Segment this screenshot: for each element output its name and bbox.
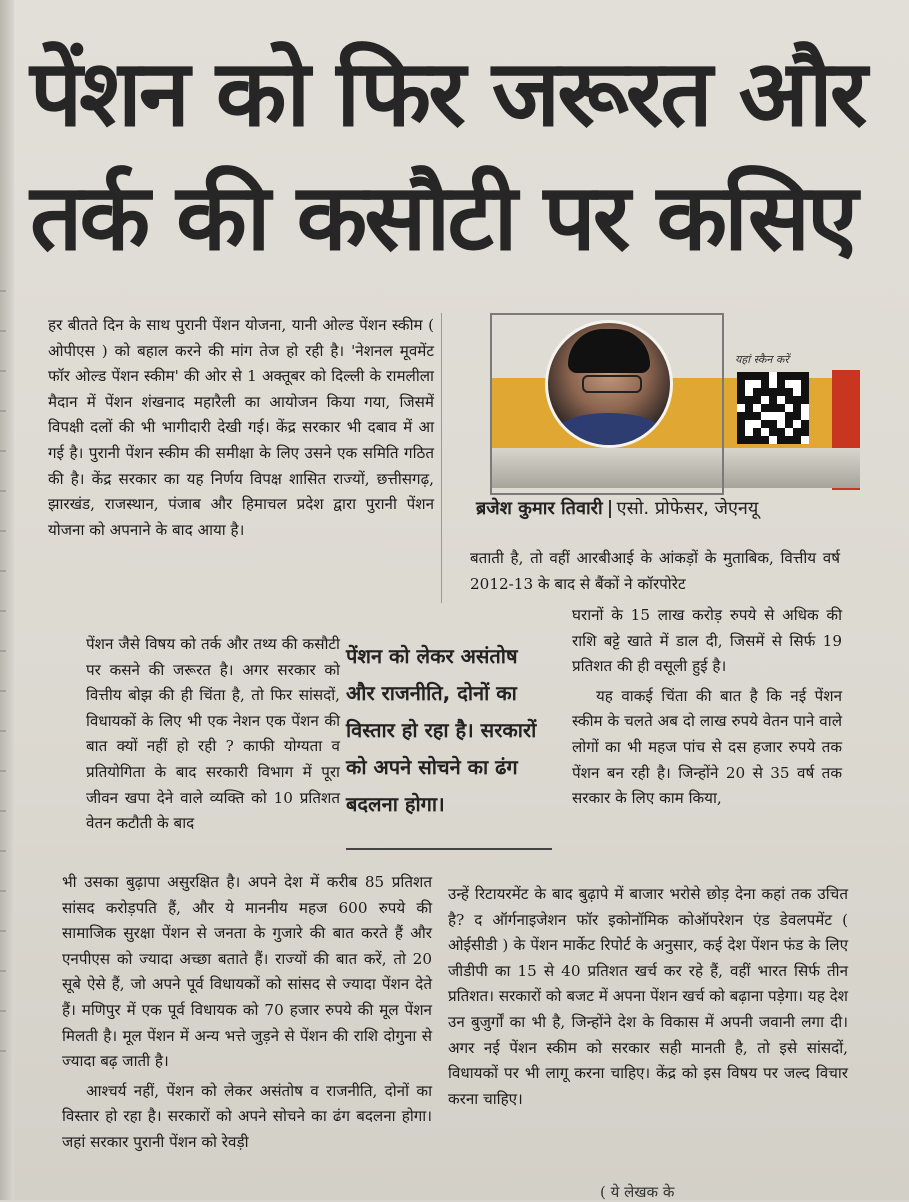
qr-module — [777, 372, 785, 380]
qr-module — [753, 436, 761, 444]
qr-module — [753, 380, 761, 388]
qr-module — [745, 412, 753, 420]
paragraph-oecd: उन्हें रिटायरमेंट के बाद बुढ़ापे में बाजार भरोसे छोड़ देना कहां तक उचित है? द ऑर्गनाइजेशन फॉर इकोनॉमिक कोऑपरेशन एंड डेवलपमेंट ( ओईसीडी ) के पेंशन मार्केट रिपोर्ट के अनुसार, कई देश पेंशन फंड के लिए जीडीपी का 15 से 40 प्रतिशत खर्च कर रहे हैं, वहीं भारत सिर्फ तीन प्रतिशत। सरकारों को बजट में अपना पेंशन खर्च को बढ़ाना पड़ेगा। यह देश उन बुजुर्गों का भी है, जिन्होंने देश के विकास में अपनी जवानी लगा दी। अगर नई पेंशन स्कीम को सरकार सही मानती है, तो इसे सांसदों, विधायकों पर भी लागू करना चाहिए। केंद्र को इस विषय पर जल्द विचार करना चाहिए। — [448, 885, 848, 1108]
page-edge-marks — [0, 290, 6, 1090]
article-column-e — [572, 603, 842, 816]
qr-module — [801, 412, 809, 420]
qr-module — [785, 372, 793, 380]
qr-module — [753, 404, 761, 412]
qr-module — [753, 372, 761, 380]
avatar-shirt — [554, 413, 664, 448]
qr-module — [745, 372, 753, 380]
pull-quote: पेंशन को लेकर असंतोष और राजनीति, दोनों का विस्तार हो रहा है। सरकारों को अपने सोचने का ढंग बदलना होगा। — [346, 644, 537, 816]
qr-module — [793, 436, 801, 444]
pull-quote-rule — [346, 848, 552, 850]
qr-module — [737, 412, 745, 420]
qr-module — [745, 388, 753, 396]
byline-separator — [609, 500, 611, 518]
qr-module — [777, 396, 785, 404]
headline-line-2: तर्क की कसौटी पर कसिए — [30, 164, 856, 271]
qr-module — [793, 396, 801, 404]
author-name: ब्रजेश कुमार तिवारी — [476, 498, 603, 519]
qr-module — [753, 412, 761, 420]
qr-module — [785, 380, 793, 388]
qr-module — [745, 404, 753, 412]
author-byline — [476, 496, 758, 520]
qr-module — [761, 380, 769, 388]
qr-module — [793, 412, 801, 420]
qr-module — [777, 420, 785, 428]
qr-module — [801, 428, 809, 436]
qr-module — [745, 420, 753, 428]
qr-module — [761, 412, 769, 420]
qr-module — [737, 436, 745, 444]
qr-module — [793, 380, 801, 388]
qr-module — [793, 404, 801, 412]
qr-module — [769, 372, 777, 380]
qr-module — [785, 388, 793, 396]
paragraph-intro: हर बीतते दिन के साथ पुरानी पेंशन योजना, यानी ओल्ड पेंशन स्कीम ( ओपीएस ) को बहाल करने की मांग तेज हो रही है। 'नेशनल मूवमेंट फॉर ओल्ड पेंशन स्कीम' की ओर से 1 अक्तूबर को दिल्ली के रामलीला मैदान में पेंशन शंखनाद महारैली का आयोजन किया गया, जिसमें विपक्षी दलों की भी भागीदारी देखी गई। केंद्र सरकार भी दबाव में आ गई है। पुरानी पेंशन स्कीम की समीक्षा के लिए उसने एक समिति गठित की है। केंद्र सरकार का यह निर्णय विपक्ष शासित राज्यों, छत्तीसगढ़, झारखंड, राजस्थान, पंजाब और हिमाचल प्रदेश द्वारा पुरानी पेंशन योजना को अपनाने के बाद आया है। — [48, 316, 434, 539]
qr-module — [785, 436, 793, 444]
qr-module — [785, 404, 793, 412]
qr-module — [793, 428, 801, 436]
qr-module — [769, 396, 777, 404]
qr-module — [785, 428, 793, 436]
qr-module — [801, 404, 809, 412]
qr-module — [793, 372, 801, 380]
qr-module — [777, 412, 785, 420]
qr-module — [801, 396, 809, 404]
article-column-d — [470, 546, 840, 601]
qr-module — [753, 388, 761, 396]
qr-module — [785, 412, 793, 420]
qr-module — [777, 388, 785, 396]
qr-module — [737, 380, 745, 388]
qr-module — [761, 404, 769, 412]
qr-module — [769, 412, 777, 420]
article-column-c — [62, 870, 432, 1160]
qr-module — [769, 436, 777, 444]
qr-module — [745, 380, 753, 388]
paragraph-mps-pension: भी उसका बुढ़ापा असुरक्षित है। अपने देश में करीब 85 प्रतिशत सांसद करोड़पति हैं, और ये माननीय महज 600 रुपये की सामाजिक सुरक्षा पेंशन से जनता के गुजारे की बात करते हैं और एनपीएस को ज्यादा अच्छा बताते हैं। राज्यों की बात करें, तो 20 सूबे ऐसे हैं, जो अपने पूर्व विधायकों को सांसद से ज्यादा पेंशन देते हैं। मणिपुर में एक पूर्व विधायक को 70 हजार रुपये की मूल पेंशन मिलती है। मूल पेंशन में अन्य भत्ते जुड़ने से पेंशन की राशि दोगुना से ज्यादा बढ़ जाती है। — [62, 873, 432, 1071]
qr-module — [761, 396, 769, 404]
qr-module — [745, 436, 753, 444]
qr-module — [769, 380, 777, 388]
qr-module — [753, 428, 761, 436]
qr-module — [745, 396, 753, 404]
paragraph-conclusion-left: आश्चर्य नहीं, पेंशन को लेकर असंतोष व राजनीति, दोनों का विस्तार हो रहा है। सरकारों को अपने सोचने का ढंग बदलना होगा। जहां सरकार पुरानी पेंशन को रेवड़ी — [62, 1081, 432, 1151]
avatar-glasses — [582, 375, 642, 393]
qr-module — [801, 388, 809, 396]
qr-module — [761, 420, 769, 428]
qr-module — [761, 372, 769, 380]
qr-module — [761, 388, 769, 396]
qr-module — [769, 404, 777, 412]
paragraph-writeoff: घरानों के 15 लाख करोड़ रुपये से अधिक की राशि बट्टे खाते में डाल दी, जिसमें से सिर्फ 19 प्रतिशत की ही वसूली हुई है। — [572, 606, 842, 676]
qr-label: यहां स्कैन करें — [735, 353, 789, 366]
qr-module — [737, 428, 745, 436]
qr-module — [777, 380, 785, 388]
qr-module — [785, 396, 793, 404]
qr-module — [753, 420, 761, 428]
article-column-b — [86, 632, 340, 841]
paragraph-rbi: बताती है, तो वहीं आरबीआई के आंकड़ों के मुताबिक, वित्तीय वर्ष 2012-13 के बाद से बैंकों ने कॉरपोरेट — [470, 549, 840, 593]
qr-module — [737, 388, 745, 396]
qr-module — [793, 388, 801, 396]
avatar-hair — [568, 329, 650, 373]
qr-module — [753, 396, 761, 404]
article-column-f — [448, 882, 848, 1116]
qr-module — [737, 396, 745, 404]
qr-module — [801, 380, 809, 388]
qr-module — [737, 404, 745, 412]
headline-line-1: पेंशन को फिर जरूरत और — [30, 40, 865, 147]
qr-code-icon[interactable] — [737, 372, 809, 444]
paragraph-reasoning: पेंशन जैसे विषय को तर्क और तथ्य की कसौटी पर कसने की जरूरत है। अगर सरकार को वित्तीय बोझ की ही चिंता है, तो फिर सांसदों, विधायकों के लिए भी एक नेशन एक पेंशन की बात क्यों नहीं हो रही ? काफी योग्यता व प्रतियोगिता के बाद सरकारी विभाग में पूरा जीवन खपा देने वाले व्यक्ति को 10 प्रतिशत वेतन कटौती के बाद — [86, 635, 340, 833]
qr-module — [761, 428, 769, 436]
qr-module — [777, 404, 785, 412]
author-title: एसो. प्रोफेसर, जेएनयू — [616, 498, 759, 519]
author-note-tail: ( ये लेखक के — [600, 1183, 675, 1201]
article-column-a — [48, 313, 434, 547]
qr-module — [801, 420, 809, 428]
qr-module — [777, 428, 785, 436]
qr-module — [761, 436, 769, 444]
qr-module — [737, 420, 745, 428]
qr-module — [801, 372, 809, 380]
qr-module — [785, 420, 793, 428]
author-avatar — [545, 320, 673, 448]
qr-module — [769, 428, 777, 436]
qr-module — [793, 420, 801, 428]
paragraph-new-scheme: यह वाकई चिंता की बात है कि नई पेंशन स्कीम के चलते अब दो लाख रुपये वेतन पाने वाले लोगों का भी महज पांच से दस हजार रुपये तक पेंशन बन रही है। जिन्होंने 20 से 35 वर्ष तक सरकार के लिए काम किया, — [572, 686, 842, 808]
qr-module — [801, 436, 809, 444]
qr-module — [737, 372, 745, 380]
column-divider — [441, 313, 442, 603]
qr-module — [769, 388, 777, 396]
qr-module — [745, 428, 753, 436]
qr-module — [769, 420, 777, 428]
qr-module — [777, 436, 785, 444]
